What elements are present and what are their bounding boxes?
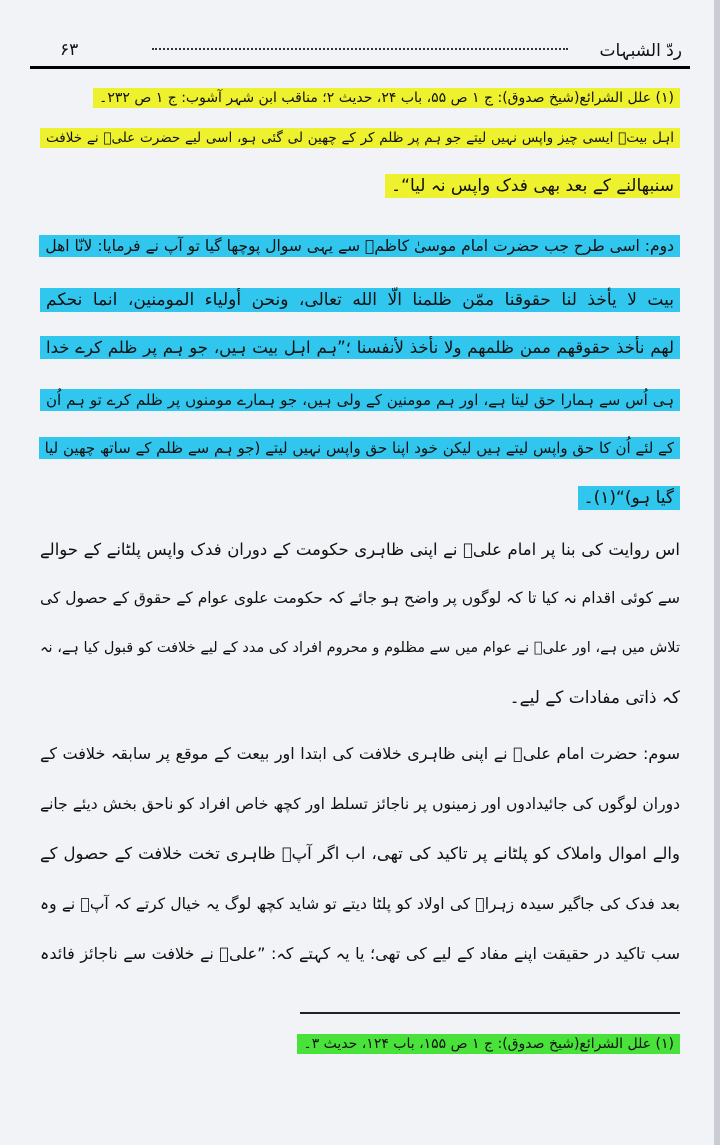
footnote-bottom: (۱) علل الشرائع(شیخ صدوق): ج ۱ ص ۱۵۵، باب ۱۲۴، حدیث ۳۔ xyxy=(297,1034,680,1054)
para1-line-4: کہ ذاتی مفادات کے لیے۔ xyxy=(509,688,680,708)
footnote-bottom-line xyxy=(297,1030,680,1058)
para2-line-1: سوم: حضرت امام علیؑ نے اپنی ظاہری خلافت کی ابتدا اور بیعت کے موقع پر سابقہ خلافت کے xyxy=(40,744,680,763)
para1-line-1: اس روایت کی بنا پر امام علیؑ نے اپنی ظاہری حکومت کے دوران فدک واپس پلٹانے کے حوالے xyxy=(40,540,680,559)
footnote-top-line xyxy=(40,84,680,112)
cyan-line-5 xyxy=(40,434,680,462)
page-number: ۶۳ xyxy=(60,40,79,60)
highlighted-text: ہی اُس سے ہمارا حق لیتا ہے، اور ہم مومنین کے ولی ہیں، جو ہمارے مومنوں پر ظلم کرے تو ہم اُن xyxy=(40,389,680,411)
para2-line-3: والے اموال واملاک کو پلٹانے پر تاکید کی تھی، اب اگر آپؑ ظاہری تخت خلافت کے حصول کے xyxy=(40,844,680,863)
highlighted-text: دوم: اسی طرح جب حضرت امام موسیٰ کاظمؑ سے یہی سوال پوچھا گیا تو آپ نے فرمایا: لانّا اهل xyxy=(39,235,680,257)
page-edge xyxy=(714,0,720,1145)
highlighted-text: اہل بیتؑ ایسی چیز واپس نہیں لیتے جو ہم پر ظلم کر کے چھین لی گئی ہو، اسی لیے حضرت علیؑ نے خلافت xyxy=(40,128,680,148)
para1-line-3: تلاش میں ہے، اور علیؑ نے عوام میں سے مظلوم و محروم افراد کی مدد کے لیے خلافت کو قبول کیا ہے، نہ xyxy=(40,640,680,656)
yellow-line-1 xyxy=(40,124,680,152)
cyan-line-3 xyxy=(40,334,680,362)
yellow-line-2 xyxy=(385,172,680,200)
header-rule xyxy=(30,66,690,69)
footnote-top: (۱) علل الشرائع(شیخ صدوق): ج ۱ ص ۵۵، باب ۲۴، حدیث ۲؛ مناقب ابن شہر آشوب: ج ۱ ص ۲۳۲۔ xyxy=(93,88,680,108)
cyan-line-6 xyxy=(578,484,680,512)
footnote-rule xyxy=(300,1012,680,1014)
highlighted-text: سنبھالنے کے بعد بھی فدک واپس نہ لیا“۔ xyxy=(385,174,680,198)
highlighted-text: کے لئے اُن کا حق واپس لیتے ہیں لیکن خود اپنا حق واپس نہیں لیتے (جو ہم سے ظلم کے ساتھ چھین لیا xyxy=(39,437,680,459)
header-dotted-leader xyxy=(152,48,568,50)
para2-line-2: دوران لوگوں کی جائیدادوں اور زمینوں پر ناجائز تسلط اور کچھ خاص افراد کو ناحق بخش دیئے جانے xyxy=(40,795,680,813)
highlighted-text: بیت لا یأخذ لنا حقوقنا ممّن ظلمنا الّا الله تعالی، ونحن أولیاء المومنین، انما نحکم xyxy=(40,288,680,312)
running-title: ردّ الشبہات xyxy=(599,41,682,61)
cyan-line-4 xyxy=(40,386,680,414)
cyan-line-2 xyxy=(40,286,680,314)
page-header xyxy=(32,32,688,66)
para1-line-2: سے کوئی اقدام نہ کیا تا کہ لوگوں پر واضح ہو جائے کہ حکومت علوی عوام کے حقوق کے حصول کی xyxy=(40,589,680,607)
para2-line-5: سب تاکید در حقیقت اپنے مفاد کے لیے کی تھی؛ یا یہ کہتے کہ: ”علیؑ نے خلافت سے ناجائز فائدہ xyxy=(40,944,680,963)
para2-line-4: بعد فدک کی جاگیر سیدہ زہراؑ کی اولاد کو پلٹا دیتے تو شاید کچھ لوگ یہ خیال کرتے کہ آپؑ نے وہ xyxy=(40,895,680,913)
highlighted-text: لهم نأخذ حقوقهم ممن ظلمهم ولا نأخذ لأنفسنا ؛”ہم اہل بیت ہیں، جو ہم پر ظلم کرے خدا xyxy=(40,336,680,359)
cyan-line-1 xyxy=(40,232,680,260)
highlighted-text: گیا ہو)“(۱)۔ xyxy=(578,486,680,510)
